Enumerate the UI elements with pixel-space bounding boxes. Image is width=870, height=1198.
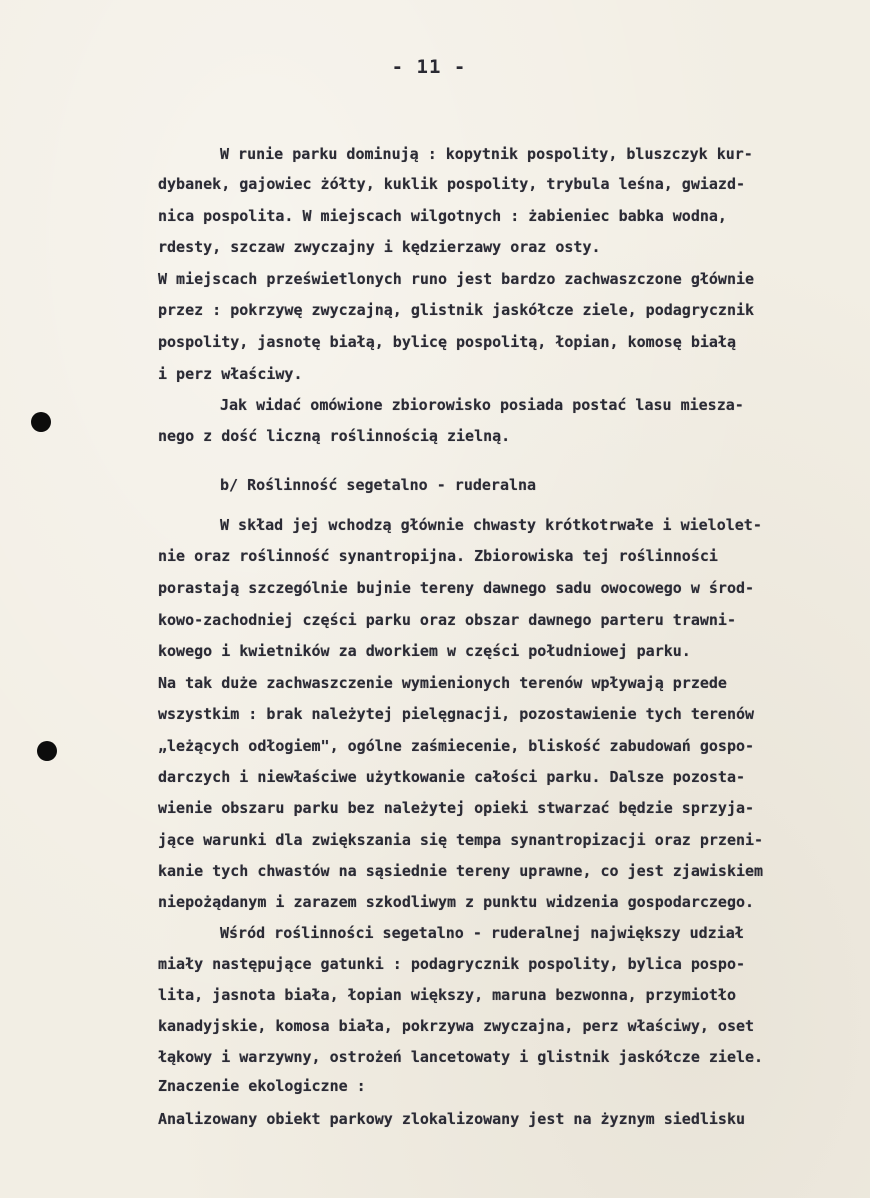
subsection-heading: Znaczenie ekologiczne : bbox=[158, 1077, 366, 1095]
text-line: kanie tych chwastów na sąsiednie tereny uprawne, co jest zjawiskiem bbox=[158, 862, 764, 880]
punch-hole-bottom bbox=[37, 741, 57, 761]
text-line: Jak widać omówione zbiorowisko posiada postać lasu miesza- bbox=[220, 396, 744, 414]
text-line: nica pospolita. W miejscach wilgotnych : żabieniec babka wodna, bbox=[158, 207, 727, 225]
text-line: rdesty, szczaw zwyczajny i kędzierzawy oraz osty. bbox=[158, 238, 601, 256]
text-line: nie oraz roślinność synantropijna. Zbiorowiska tej roślinności bbox=[158, 547, 718, 565]
text-line: darczych i niewłaściwe użytkowanie całości parku. Dalsze pozosta- bbox=[158, 768, 745, 786]
text-line: kanadyjskie, komosa biała, pokrzywa zwyczajna, perz właściwy, oset bbox=[158, 1017, 755, 1035]
text-line: wszystkim : brak należytej pielęgnacji, pozostawienie tych terenów bbox=[158, 705, 755, 723]
page-number: - 11 - bbox=[391, 56, 467, 78]
text-line: niepożądanym i zarazem szkodliwym z punktu widzenia gospodarczego. bbox=[158, 893, 755, 911]
text-line: kowo-zachodniej części parku oraz obszar dawnego parteru trawni- bbox=[158, 611, 736, 629]
text-line: Analizowany obiekt parkowy zlokalizowany jest na żyznym siedlisku bbox=[158, 1110, 745, 1128]
text-line: Na tak duże zachwaszczenie wymienionych terenów wpływają przede bbox=[158, 674, 727, 692]
text-line: W skład jej wchodzą głównie chwasty krótkotrwałe i wielolet- bbox=[220, 516, 762, 534]
text-line: jące warunki dla zwiększania się tempa synantropizacji oraz przeni- bbox=[158, 831, 764, 849]
text-line: i perz właściwy. bbox=[158, 365, 303, 383]
text-line: W miejscach prześwietlonych runo jest bardzo zachwaszczone głównie bbox=[158, 270, 755, 288]
text-line: przez : pokrzywę zwyczajną, glistnik jaskółcze ziele, podagrycznik bbox=[158, 301, 755, 319]
punch-hole-top bbox=[31, 412, 51, 432]
section-heading: b/ Roślinność segetalno - ruderalna bbox=[220, 476, 537, 494]
text-line: pospolity, jasnotę białą, bylicę pospolitą, łopian, komosę białą bbox=[158, 333, 736, 351]
text-line: nego z dość liczną roślinnością zielną. bbox=[158, 427, 511, 445]
text-line: Wśród roślinności segetalno - ruderalnej największy udział bbox=[220, 924, 744, 942]
text-line: miały następujące gatunki : podagrycznik pospolity, bylica pospo- bbox=[158, 955, 745, 973]
text-line: W runie parku dominują : kopytnik pospolity, bluszczyk kur- bbox=[220, 145, 753, 163]
text-line: „leżących odłogiem", ogólne zaśmiecenie, bliskość zabudowań gospo- bbox=[158, 737, 755, 755]
text-line: lita, jasnota biała, łopian większy, maruna bezwonna, przymiotło bbox=[158, 986, 736, 1004]
text-line: dybanek, gajowiec żółty, kuklik pospolity, trybula leśna, gwiazd- bbox=[158, 175, 745, 193]
text-line: wienie obszaru parku bez należytej opieki stwarzać będzie sprzyja- bbox=[158, 799, 755, 817]
text-line: łąkowy i warzywny, ostrożeń lancetowaty i glistnik jaskółcze ziele. bbox=[158, 1048, 764, 1066]
text-line: porastają szczególnie bujnie tereny dawnego sadu owocowego w środ- bbox=[158, 579, 755, 597]
text-line: kowego i kwietników za dworkiem w części południowej parku. bbox=[158, 642, 691, 660]
